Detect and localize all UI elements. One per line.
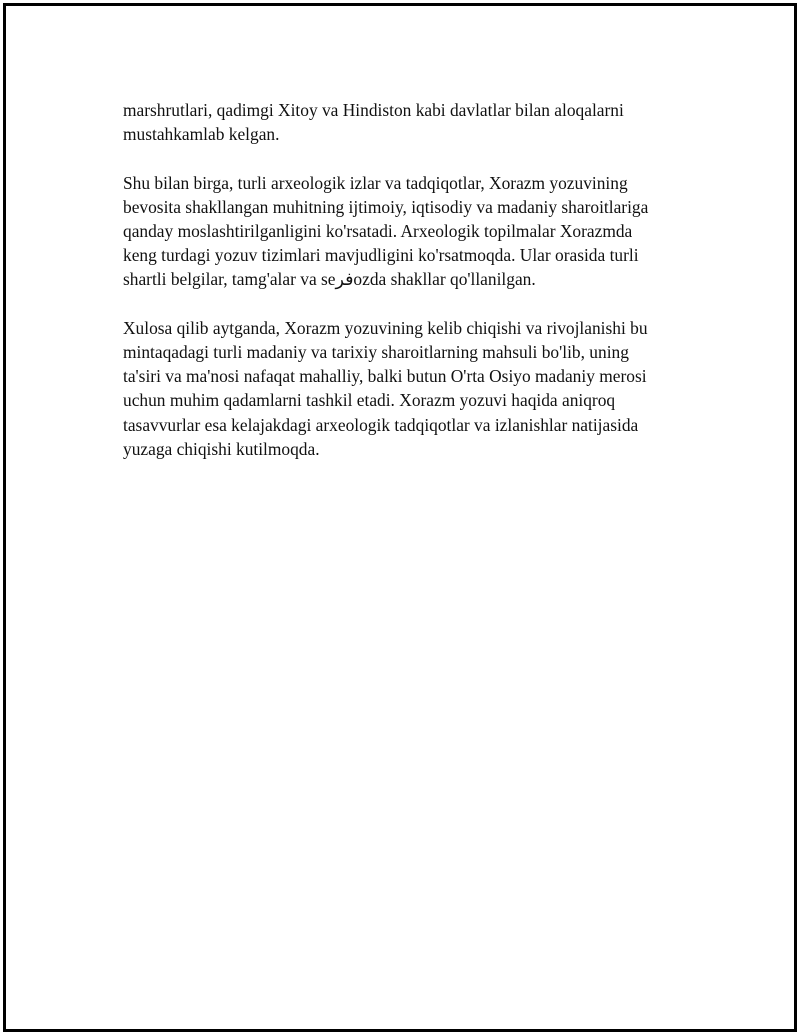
paragraph-3: Xulosa qilib aytganda, Xorazm yozuvining kelib chiqishi va rivojlanishi bu mintaqadagi turli madaniy va tarixiy sharoitlarning mahsuli bo'lib, uning ta'siri va ma'nosi nafaqat mahalliy, balki butun O'rta Osiyo madaniy merosi uchun muhim qadamlarni tashkil etadi. Xorazm yozuvi haqida aniqroq tasavvurlar esa kelajakdagi arxeologik tadqiqotlar va izlanishlar natijasida yuzaga chiqishi kutilmoqda. xyxy=(123,317,648,459)
document-body xyxy=(123,98,693,485)
page-border xyxy=(3,3,797,1032)
paragraph-1: marshrutlari, qadimgi Xitoy va Hindiston kabi davlatlar bilan aloqalarni mustahkamlab kelgan. xyxy=(123,100,624,145)
paragraph-2: Shu bilan birga, turli arxeologik izlar va tadqiqotlar, Xorazm yozuvining bevosita shakllangan muhitning ijtimoiy, iqtisodiy va madaniy sharoitlariga qanday moslashtirilganligini ko'rsatadi. Arxeologik topilmalar Xorazmda keng turdagi yozuv tizimlari mavjudligini ko'rsatmoqda. Ular orasida turli shartli belgilar, tamg'alar va seفرozda shakllar qo'llanilgan. xyxy=(123,172,649,290)
